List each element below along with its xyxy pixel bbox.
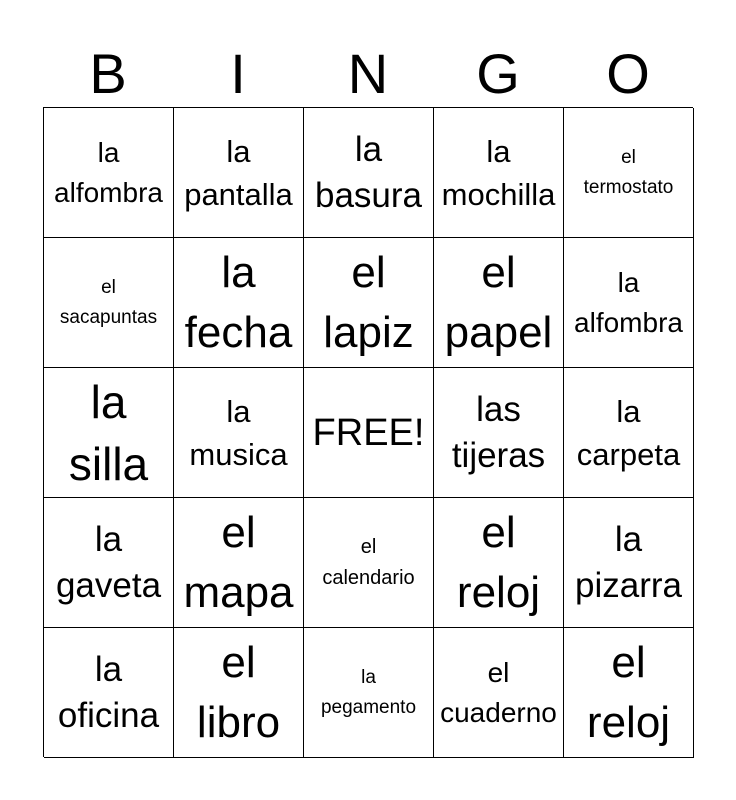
cell-word: musica [189, 436, 288, 472]
bingo-cell[interactable] [304, 238, 434, 368]
cell-word: papel [444, 307, 553, 357]
cell-article: la [94, 649, 123, 689]
cell-article: la [614, 519, 643, 559]
header-letter-o: O [606, 42, 650, 105]
bingo-cell[interactable] [434, 368, 564, 498]
cell-word: termostato [583, 176, 674, 198]
cell-word: calendario [322, 566, 415, 589]
cell-article: la [97, 136, 120, 168]
cell-article: la [617, 266, 640, 298]
cell-word: pizarra [575, 565, 682, 605]
bingo-cell[interactable] [44, 368, 174, 498]
cell-word: mapa [183, 567, 294, 617]
cell-article: la [354, 129, 383, 169]
cell-article: el [481, 507, 516, 557]
bingo-cell[interactable] [174, 628, 304, 758]
cell-article: la [221, 247, 256, 297]
cell-word: silla [68, 437, 149, 490]
cell-word: cuaderno [440, 696, 557, 728]
cell-word: pantalla [184, 176, 293, 212]
bingo-cell[interactable] [434, 628, 564, 758]
cell-word: gaveta [55, 565, 162, 605]
cell-word: basura [314, 175, 423, 215]
header-letter-b: B [89, 42, 127, 105]
bingo-cell[interactable] [174, 238, 304, 368]
bingo-cell[interactable] [564, 628, 694, 758]
bingo-cell[interactable] [44, 628, 174, 758]
bingo-cell[interactable] [44, 498, 174, 628]
cell-word: lapiz [323, 307, 414, 357]
cell-article: el [221, 637, 256, 687]
cell-article: el [621, 146, 636, 168]
cell-word: tijeras [451, 435, 546, 475]
cell-article: el [360, 535, 377, 558]
bingo-cell[interactable] [44, 238, 174, 368]
cell-word: pegamento [320, 696, 417, 718]
cell-article: el [101, 276, 116, 298]
cell-article: el [487, 656, 510, 688]
cell-word: carpeta [576, 436, 681, 472]
bingo-cell[interactable] [304, 498, 434, 628]
bingo-header [43, 40, 693, 108]
cell-word: fecha [184, 307, 293, 357]
bingo-cell[interactable] [434, 108, 564, 238]
header-letter-i: I [230, 42, 246, 105]
cell-article: la [226, 133, 251, 169]
bingo-cell[interactable] [564, 368, 694, 498]
cell-word: alfombra [574, 306, 683, 338]
cell-article: la [486, 133, 511, 169]
free-space-cell[interactable] [304, 368, 434, 498]
header-letter-g: G [476, 42, 520, 105]
bingo-cell[interactable] [564, 238, 694, 368]
bingo-cell[interactable] [564, 498, 694, 628]
cell-article: la [616, 393, 641, 429]
cell-word: reloj [586, 697, 671, 747]
bingo-board [43, 107, 693, 757]
cell-word: oficina [57, 695, 160, 735]
bingo-cell[interactable] [304, 628, 434, 758]
cell-word: sacapuntas [59, 306, 158, 328]
cell-article: la [226, 393, 251, 429]
cell-article: la [361, 666, 376, 688]
bingo-cell[interactable] [434, 498, 564, 628]
cell-article: la [90, 375, 127, 428]
free-space-label: FREE! [312, 411, 425, 454]
bingo-cell[interactable] [174, 498, 304, 628]
cell-article: el [611, 637, 646, 687]
bingo-cell[interactable] [174, 368, 304, 498]
cell-article: las [476, 389, 521, 429]
cell-article: el [221, 507, 256, 557]
cell-article: la [94, 519, 123, 559]
bingo-cell[interactable] [564, 108, 694, 238]
bingo-cell[interactable] [304, 108, 434, 238]
bingo-cell[interactable] [174, 108, 304, 238]
cell-word: alfombra [54, 176, 163, 208]
bingo-cell[interactable] [434, 238, 564, 368]
bingo-cell[interactable] [44, 108, 174, 238]
cell-article: el [351, 247, 386, 297]
cell-word: libro [196, 697, 281, 747]
header-letter-n: N [347, 42, 389, 105]
cell-word: mochilla [441, 176, 556, 212]
cell-word: reloj [456, 567, 541, 617]
cell-article: el [481, 247, 516, 297]
